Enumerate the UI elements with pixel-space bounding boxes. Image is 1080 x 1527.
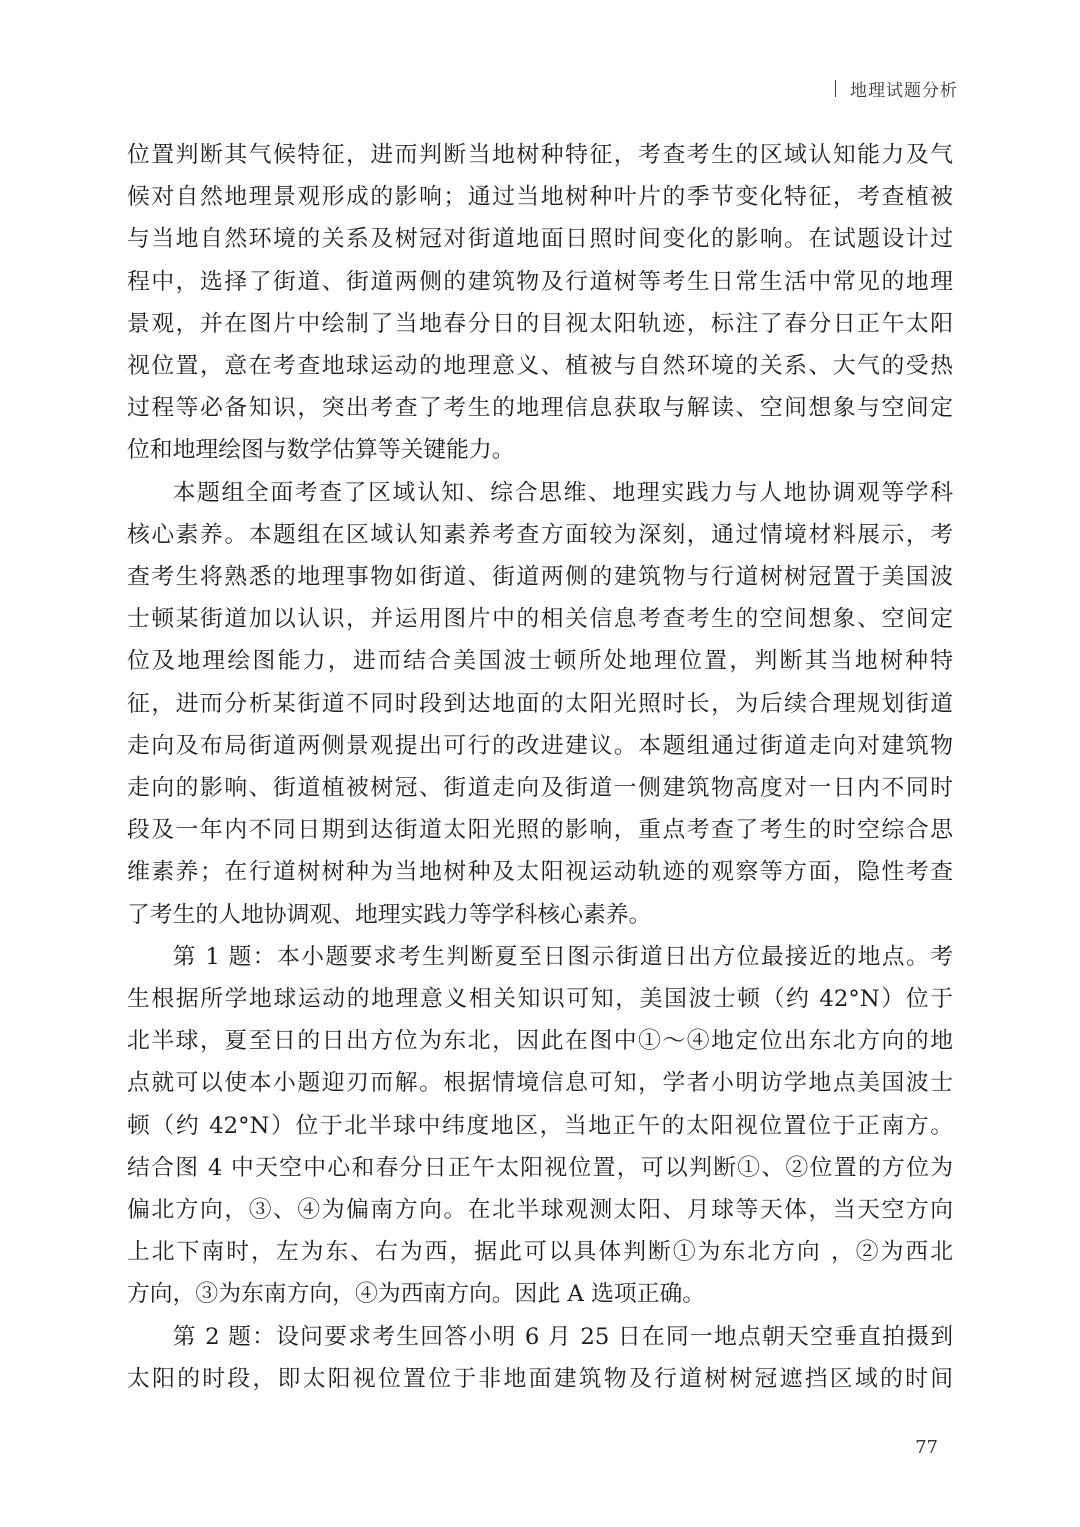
paragraph-3-line-2: 生根据所学地球运动的地理意义相关知识可知，美国波士顿（约 42°N）位于 bbox=[127, 986, 953, 1013]
paragraph-1-line-6: 视位置，意在考查地球运动的地理意义、植被与自然环境的关系、大气的受热 bbox=[127, 353, 953, 380]
paragraph-2-line-11: 了考生的人地协调观、地理实践力等学科核心素养。 bbox=[127, 901, 652, 928]
paragraph-2-line-2: 核心素养。本题组在区域认知素养考查方面较为深刻，通过情境材料展示，考 bbox=[127, 521, 953, 548]
paragraph-3-line-1: 第 1 题：本小题要求考生判断夏至日图示街道日出方位最接近的地点。考 bbox=[172, 943, 953, 970]
paragraph-3-line-9: 方向，③为东南方向，④为西南方向。因此 A 选项正确。 bbox=[127, 1281, 706, 1308]
paragraph-2-line-9: 段及一年内不同日期到达街道太阳光照的影响，重点考查了考生的时空综合思 bbox=[127, 817, 953, 844]
paragraph-1-line-5: 景观，并在图片中绘制了当地春分日的目视太阳轨迹，标注了春分日正午太阳 bbox=[127, 310, 953, 337]
paragraph-1-line-2: 候对自然地理景观形成的影响；通过当地树种叶片的季节变化特征，考查植被 bbox=[127, 184, 953, 211]
paragraph-3-line-5: 顿（约 42°N）位于北半球中纬度地区，当地正午的太阳视位置位于正南方。 bbox=[127, 1112, 953, 1139]
paragraph-2-line-7: 走向及布局街道两侧景观提出可行的改进建议。本题组通过街道走向对建筑物 bbox=[127, 732, 953, 759]
paragraph-4-line-2: 太阳的时段，即太阳视位置位于非地面建筑物及行道树树冠遮挡区域的时间 bbox=[127, 1365, 953, 1392]
paragraph-2-line-8: 走向的影响、街道植被树冠、街道走向及街道一侧建筑物高度对一日内不同时 bbox=[127, 775, 953, 802]
paragraph-3-line-6: 结合图 4 中天空中心和春分日正午太阳视位置，可以判断①、②位置的方位为 bbox=[127, 1154, 953, 1181]
paragraph-2-line-4: 士顿某街道加以认识，并运用图片中的相关信息考查考生的空间想象、空间定 bbox=[127, 606, 953, 633]
running-header bbox=[835, 76, 958, 101]
paragraph-1-line-3: 与当地自然环境的关系及树冠对街道地面日照时间变化的影响。在试题设计过 bbox=[127, 226, 953, 253]
paragraph-3-line-4: 点就可以使本小题迎刃而解。根据情境信息可知，学者小明访学地点美国波士 bbox=[127, 1070, 953, 1097]
paragraph-3-line-7: 偏北方向，③、④为偏南方向。在北半球观测太阳、月球等天体，当天空方向 bbox=[127, 1197, 953, 1224]
paragraph-2-line-1: 本题组全面考查了区域认知、综合思维、地理实践力与人地协调观等学科 bbox=[172, 479, 953, 506]
page-number: 77 bbox=[915, 1437, 938, 1458]
paragraph-1-line-1: 位置判断其气候特征，进而判断当地树种特征，考查考生的区域认知能力及气 bbox=[127, 142, 953, 168]
paragraph-2-line-5: 位及地理绘图能力，进而结合美国波士顿所处地理位置，判断其当地树种特 bbox=[127, 648, 953, 675]
paragraph-4-line-1: 第 2 题：设问要求考生回答小明 6 月 25 日在同一地点朝天空垂直拍摄到 bbox=[172, 1323, 953, 1350]
paragraph-1-line-4: 程中，选择了街道、街道两侧的建筑物及行道树等考生日常生活中常见的地理 bbox=[127, 268, 953, 295]
paragraph-3-line-8: 上北下南时，左为东、右为西，据此可以具体判断①为东北方向 ，②为西北 bbox=[127, 1239, 953, 1266]
body-text bbox=[127, 134, 953, 1400]
paragraph-3-line-3: 北半球，夏至日的日出方位为东北，因此在图中①～④地定位出东北方向的地 bbox=[127, 1028, 953, 1055]
paragraph-2-line-3: 查考生将熟悉的地理事物如街道、街道两侧的建筑物与行道树树冠置于美国波 bbox=[127, 564, 953, 591]
paragraph-2-line-6: 征，进而分析某街道不同时段到达地面的太阳光照时长，为后续合理规划街道 bbox=[127, 690, 953, 717]
paragraph-1-line-7: 过程等必备知识，突出考查了考生的地理信息获取与解读、空间想象与空间定 bbox=[127, 395, 953, 422]
section-title: 地理试题分析 bbox=[850, 81, 958, 101]
header-divider bbox=[835, 80, 836, 97]
paragraph-1-line-8: 位和地理绘图与数学估算等关键能力。 bbox=[127, 437, 515, 464]
paragraph-2-line-10: 维素养；在行道树树种为当地树种及太阳视运动轨迹的观察等方面，隐性考查 bbox=[127, 859, 953, 886]
